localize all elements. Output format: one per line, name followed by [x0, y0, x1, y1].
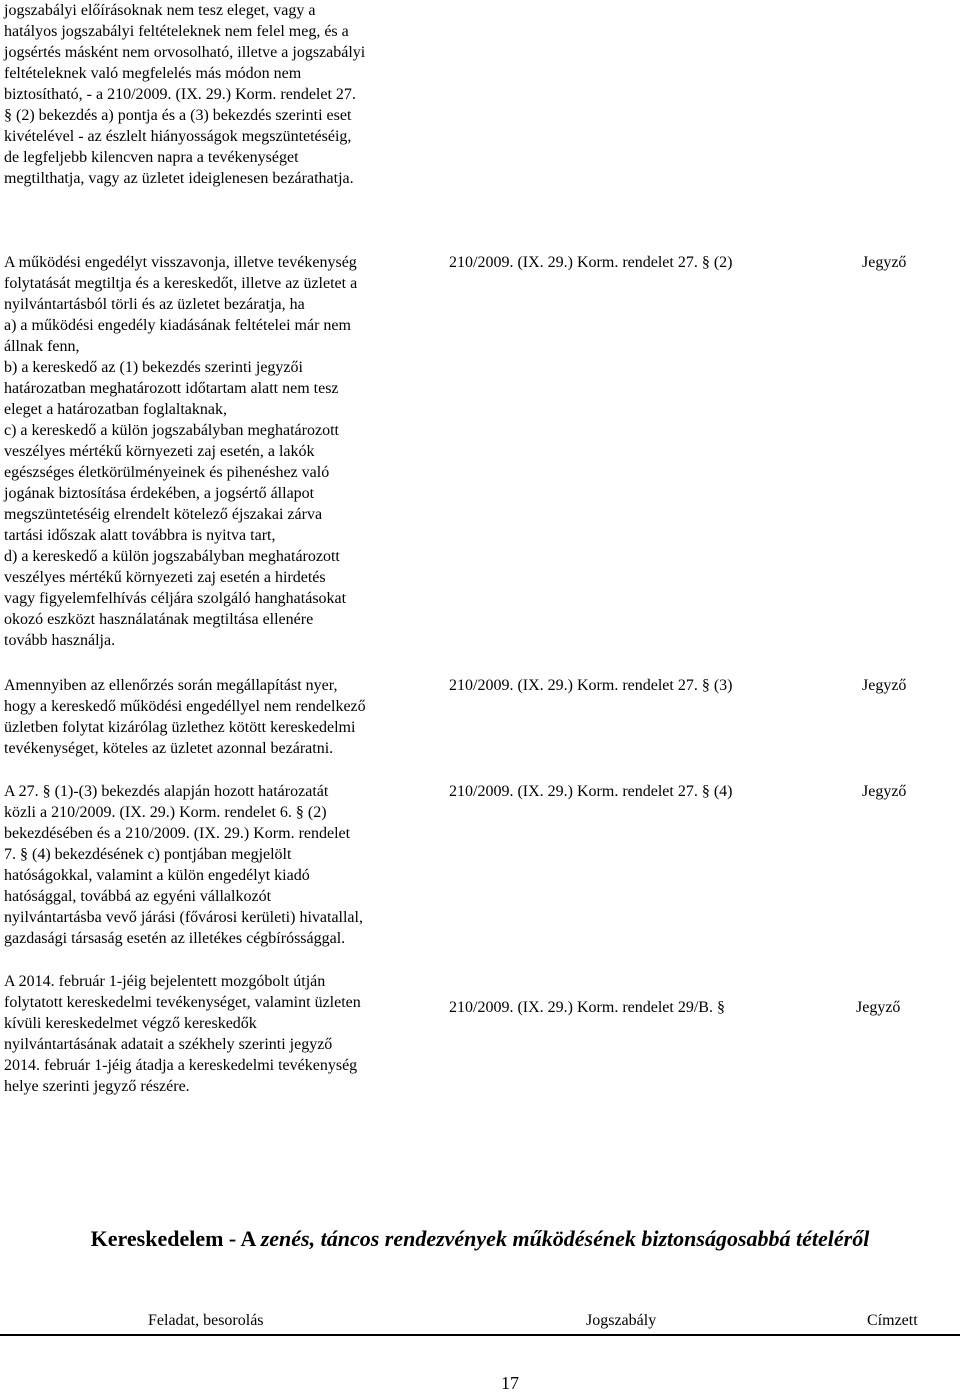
text-line: közli a 210/2009. (IX. 29.) Korm. rendelet 6. § (2)	[4, 804, 327, 821]
text-line: hatóságokkal, valamint a külön engedélyt kiadó	[4, 867, 310, 884]
text-line: megtilthatja, vagy az üzletet ideiglenesen bezárathatja.	[4, 170, 354, 187]
text-line: megszüntetéséig elrendelt kötelező éjszakai zárva	[4, 506, 323, 523]
text-line: határozatban meghatározott időtartam alatt nem tesz	[4, 380, 339, 397]
text-line: A működési engedélyt visszavonja, illetve tevékenység	[4, 254, 357, 271]
row-description	[4, 675, 422, 759]
text-line: helye szerinti jegyző részére.	[4, 1078, 190, 1095]
column-header-task: Feladat, besorolás	[148, 1312, 264, 1329]
text-line: § (2) bekezdés a) pontja és a (3) bekezdés szerinti eset	[4, 107, 352, 124]
text-line: tovább használja.	[4, 632, 116, 649]
text-line: 7. § (4) bekezdésének c) pontjában megjelölt	[4, 846, 292, 863]
text-line: veszélyes mértékű környezeti zaj esetén a hirdetés	[4, 569, 326, 586]
text-line: b) a kereskedő az (1) bekezdés szerinti jegyzői	[4, 359, 303, 376]
row-recipient: Jegyző	[862, 677, 907, 694]
text-line: gazdasági társaság esetén az illetékes cégbíróssággal.	[4, 930, 346, 947]
page-number: 17	[501, 1373, 519, 1393]
text-line: hogy a kereskedő működési engedéllyel nem rendelkező	[4, 698, 366, 715]
text-line: de legfeljebb kilencven napra a tevékenységet	[4, 149, 299, 166]
row-law-reference: 210/2009. (IX. 29.) Korm. rendelet 27. § (4)	[449, 783, 733, 800]
text-line: feltételeknek való megfelelés más módon nem	[4, 65, 302, 82]
section-heading	[0, 1224, 960, 1253]
row-description	[4, 971, 422, 1097]
row-recipient: Jegyző	[862, 783, 907, 800]
row-law-reference: 210/2009. (IX. 29.) Korm. rendelet 27. § (3)	[449, 677, 733, 694]
text-line: folytatott kereskedelmi tevékenységet, valamint üzleten	[4, 994, 361, 1011]
text-line: okozó eszközt használatának megtiltása ellenére	[4, 611, 314, 628]
text-line: vagy figyelemfelhívás céljára szolgáló hanghatásokat	[4, 590, 347, 607]
text-line: nyilvántartásból törli és az üzletet bezáratja, ha	[4, 296, 305, 313]
text-line: a) a működési engedély kiadásának feltételei már nem	[4, 317, 351, 334]
text-line: jogsértés másként nem orvosolható, illetve a jogszabályi	[4, 44, 366, 61]
text-line: eleget a határozatban foglaltaknak,	[4, 401, 227, 418]
text-line: jogának biztosítása érdekében, a jogsértő állapot	[4, 485, 315, 502]
text-line: bekezdésében és a 210/2009. (IX. 29.) Korm. rendelet	[4, 825, 351, 842]
section-heading-italic: zenés, táncos rendezvények működésének biztonságosabbá tételéről	[260, 1226, 870, 1251]
top-continuation-text	[4, 0, 424, 189]
text-line: egészséges életkörülményeinek és pihenéshez való	[4, 464, 330, 481]
text-line: kívüli kereskedelmet végző kereskedők	[4, 1015, 257, 1032]
text-line: állnak fenn,	[4, 338, 80, 355]
column-header-recipient: Címzett	[867, 1312, 918, 1329]
header-divider	[0, 1334, 960, 1336]
text-line: hatósággal, továbbá az egyéni vállalkozót	[4, 888, 272, 905]
row-description	[4, 252, 422, 651]
row-recipient: Jegyző	[856, 999, 901, 1016]
row-law-reference: 210/2009. (IX. 29.) Korm. rendelet 27. § (2)	[449, 254, 733, 271]
section-heading-prefix: Kereskedelem - A	[90, 1226, 261, 1251]
text-line: 2014. február 1-jéig átadja a kereskedelmi tevékenység	[4, 1057, 358, 1074]
row-law-reference: 210/2009. (IX. 29.) Korm. rendelet 29/B. §	[449, 999, 725, 1016]
text-line: Amennyiben az ellenőrzés során megállapítást nyer,	[4, 677, 338, 694]
text-line: tartási időszak alatt továbbra is nyitva tart,	[4, 527, 276, 544]
row-description	[4, 781, 422, 949]
text-line: folytatását megtiltja és a kereskedőt, illetve az üzletet a	[4, 275, 358, 292]
row-recipient: Jegyző	[862, 254, 907, 271]
table-header	[0, 1310, 960, 1332]
text-line: jogszabályi előírásoknak nem tesz eleget, vagy a	[4, 2, 316, 19]
text-line: nyilvántartásának adatait a székhely szerinti jegyző	[4, 1036, 333, 1053]
text-line: d) a kereskedő a külön jogszabályban meghatározott	[4, 548, 340, 565]
text-line: c) a kereskedő a külön jogszabályban meghatározott	[4, 422, 339, 439]
column-header-law: Jogszabály	[586, 1312, 657, 1329]
text-line: A 2014. február 1-jéig bejelentett mozgóbolt útján	[4, 973, 326, 990]
text-line: hatályos jogszabályi feltételeknek nem felel meg, és a	[4, 23, 349, 40]
text-line: biztosítható, - a 210/2009. (IX. 29.) Korm. rendelet 27.	[4, 86, 356, 103]
text-line: veszélyes mértékű környezeti zaj esetén, a lakók	[4, 443, 315, 460]
text-line: tevékenységet, köteles az üzletet azonnal bezáratni.	[4, 740, 334, 757]
text-line: A 27. § (1)-(3) bekezdés alapján hozott határozatát	[4, 783, 329, 800]
text-line: kivételével - az észlelt hiányosságok megszüntetéséig,	[4, 128, 352, 145]
text-line: nyilvántartásba vevő járási (fővárosi kerületi) hivatallal,	[4, 909, 363, 926]
text-line: üzletben folytat kizárólag üzlethez kötött kereskedelmi	[4, 719, 356, 736]
